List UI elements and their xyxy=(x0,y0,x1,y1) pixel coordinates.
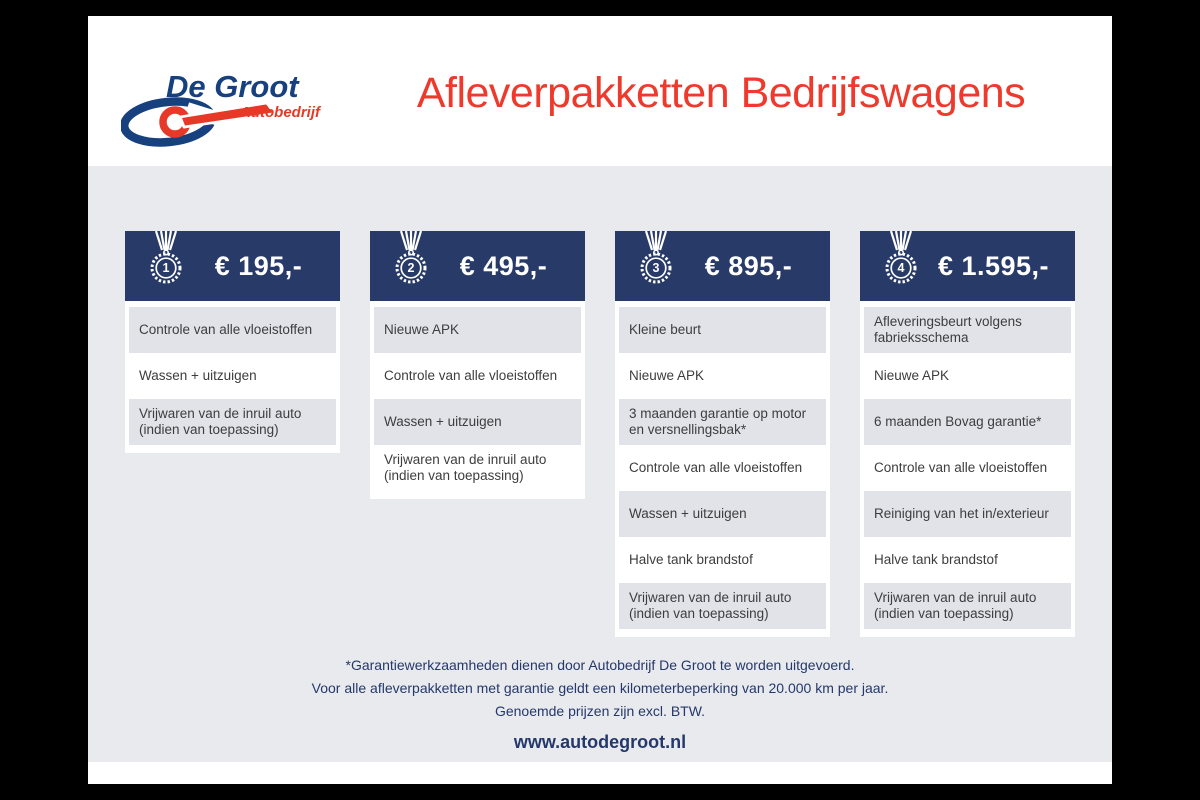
medal-number: 4 xyxy=(897,261,905,275)
package-price: € 1.595,- xyxy=(937,250,1050,281)
medal-number: 2 xyxy=(407,261,415,275)
package-item: Halve tank brandstof xyxy=(629,552,753,567)
package-card-1 xyxy=(125,231,340,453)
package-item: 3 maanden garantie op motor en versnellingsbak* xyxy=(619,399,826,445)
package-header-1 xyxy=(125,231,340,301)
package-item-list xyxy=(864,307,1071,629)
package-item: Nieuwe APK xyxy=(629,368,705,383)
logo-name: De Groot xyxy=(166,69,299,104)
package-item-list xyxy=(129,307,336,445)
footnote-line: *Garantiewerkzaamheden dienen door Autobedrijf De Groot te worden uitgevoerd. xyxy=(345,657,855,673)
package-item: 6 maanden Bovag garantie* xyxy=(864,399,1071,445)
package-price: € 495,- xyxy=(459,250,548,281)
flyer-page xyxy=(88,16,1112,784)
package-card-2 xyxy=(370,231,585,499)
flyer-footer-strip xyxy=(88,762,1112,784)
medal-icon xyxy=(394,231,428,285)
website-url: www.autodegroot.nl xyxy=(513,732,687,752)
footnote-line: Genoemde prijzen zijn excl. BTW. xyxy=(494,703,706,719)
package-item: Vrijwaren van de inruil auto (indien van toepassing) xyxy=(384,452,547,483)
logo-subtitle: Autobedrijf xyxy=(240,104,320,121)
page-title: Afleverpakketten Bedrijfswagens xyxy=(416,69,1026,117)
footnotes xyxy=(88,654,1112,723)
package-header-3 xyxy=(615,231,830,301)
package-price: € 195,- xyxy=(214,250,303,281)
package-item: Reiniging van het in/exterieur xyxy=(864,491,1071,537)
package-item: Wassen + uitzuigen xyxy=(374,399,581,445)
flyer-header xyxy=(88,16,1112,166)
medal-icon xyxy=(149,231,183,285)
package-item: Controle van alle vloeistoffen xyxy=(384,368,558,383)
package-header-4 xyxy=(860,231,1075,301)
package-item: Kleine beurt xyxy=(619,307,826,353)
package-card-3 xyxy=(615,231,830,637)
package-item: Controle van alle vloeistoffen xyxy=(874,460,1048,475)
package-columns xyxy=(88,166,1112,638)
package-item: Controle van alle vloeistoffen xyxy=(129,307,336,353)
medal-number: 1 xyxy=(162,261,170,275)
medal-number: 3 xyxy=(652,261,660,275)
medal-icon xyxy=(639,231,673,285)
package-item: Nieuwe APK xyxy=(874,368,950,383)
footnote-line: Voor alle afleverpakketten met garantie geldt een kilometerbeperking van 20.000 km per jaar. xyxy=(311,680,889,696)
package-header-2 xyxy=(370,231,585,301)
flyer-body xyxy=(88,166,1112,762)
package-price: € 895,- xyxy=(704,250,793,281)
package-item-list xyxy=(374,307,581,491)
package-item: Afleveringsbeurt volgens fabrieksschema xyxy=(864,307,1071,353)
de-groot-logo xyxy=(88,16,418,166)
package-item: Vrijwaren van de inruil auto (indien van toepassing) xyxy=(619,583,826,629)
package-item: Controle van alle vloeistoffen xyxy=(629,460,803,475)
package-item: Vrijwaren van de inruil auto (indien van toepassing) xyxy=(864,583,1071,629)
package-item: Wassen + uitzuigen xyxy=(139,368,257,383)
package-item-list xyxy=(619,307,826,629)
package-item: Wassen + uitzuigen xyxy=(619,491,826,537)
medal-icon xyxy=(884,231,918,285)
package-card-4 xyxy=(860,231,1075,637)
package-item: Nieuwe APK xyxy=(374,307,581,353)
package-item: Vrijwaren van de inruil auto (indien van toepassing) xyxy=(129,399,336,445)
package-item: Halve tank brandstof xyxy=(874,552,998,567)
